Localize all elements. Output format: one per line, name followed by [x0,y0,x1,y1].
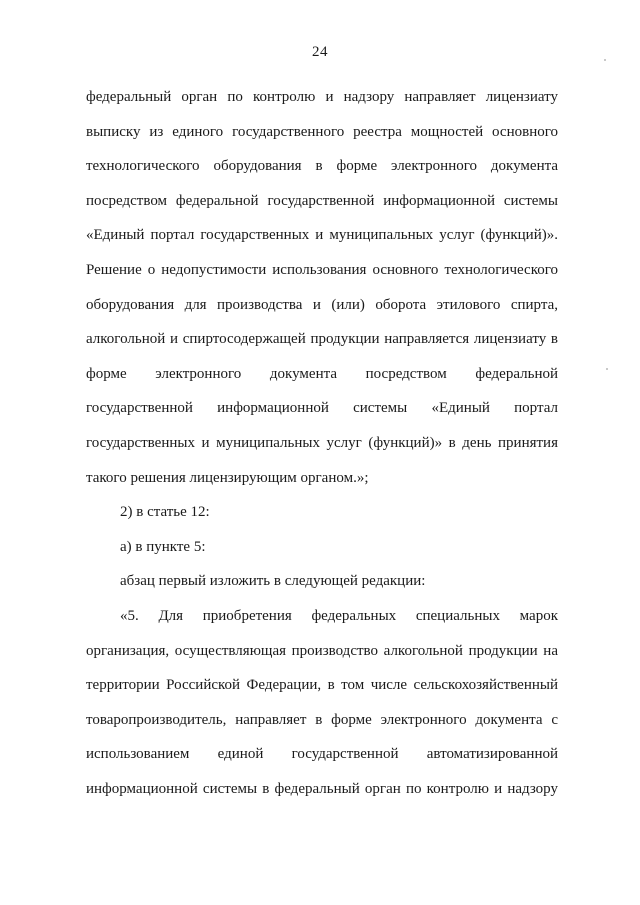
text-line: форме электронного документа посредством федеральной [86,365,558,382]
text-line: 2) в статье 12: [120,504,210,521]
text-line: «Единый портал государственных и муниципальных услуг (функций)». [86,227,558,244]
text-line: федеральный орган по контролю и надзору направляет лицензиату [86,89,558,105]
text-line: а) в пункте 5: [120,538,206,555]
text-line: оборудования для производства и (или) оборота этилового спирта, [86,296,558,313]
document-body [86,80,558,806]
text-line: государственных и муниципальных услуг (функций)» в день принятия [86,434,558,451]
scan-speck [604,59,606,61]
page-number: 24 [312,44,328,60]
text-line: выписку из единого государственного реестра мощностей основного [86,123,558,140]
text-line: информационной системы в федеральный орган по контролю и надзору [86,780,558,797]
text-line: Решение о недопустимости использования основного технологического [86,261,558,278]
text-line: технологического оборудования в форме электронного документа [86,158,558,175]
text-line: использованием единой государственной автоматизированной [86,746,558,763]
text-line: товаропроизводитель, направляет в форме электронного документа с [86,711,558,728]
text-line: государственной информационной системы «Единый портал [86,400,558,417]
text-line: алкогольной и спиртосодержащей продукции направляется лицензиату в [86,331,558,348]
text-line: абзац первый изложить в следующей редакции: [120,573,426,590]
text-line: посредством федеральной государственной информационной системы [86,192,558,209]
text-line: такого решения лицензирующим органом.»; [86,469,369,486]
text-line: территории Российской Федерации, в том числе сельскохозяйственный [86,677,558,694]
scan-speck [606,368,608,370]
text-line: «5. Для приобретения федеральных специальных марок [120,607,558,624]
text-line: организация, осуществляющая производство алкогольной продукции на [86,642,558,659]
